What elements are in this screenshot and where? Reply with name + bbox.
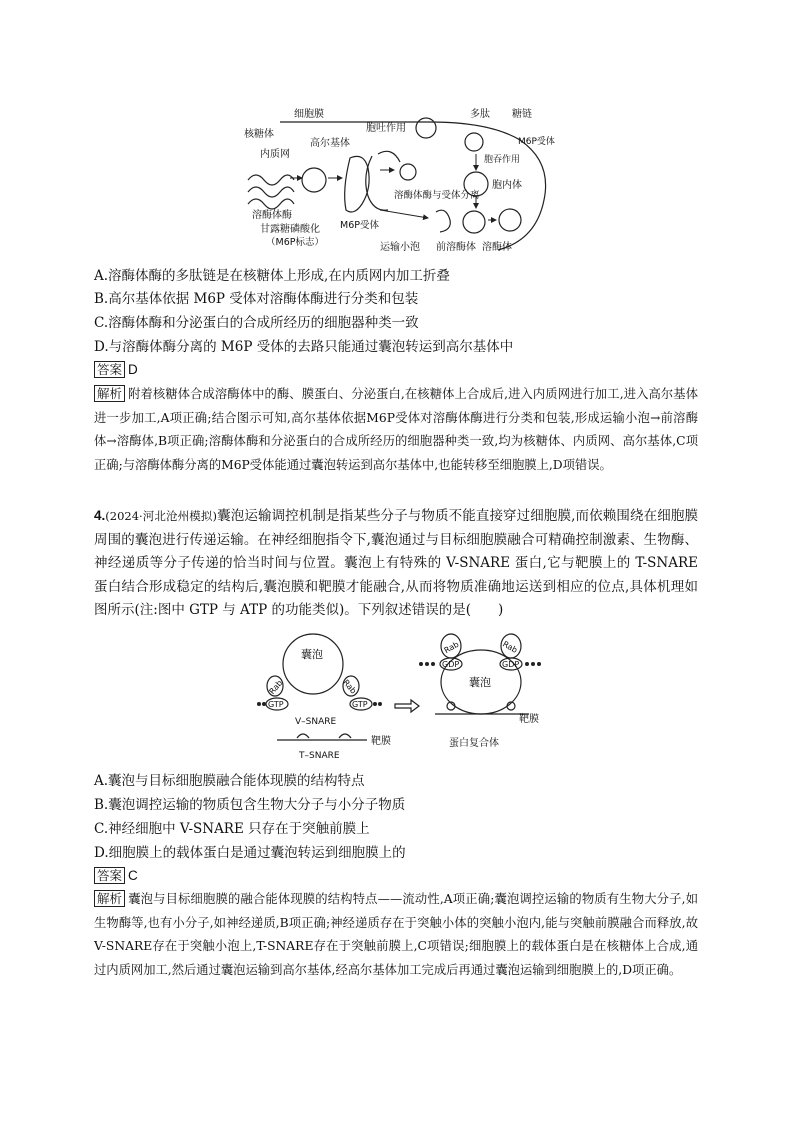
q4-explanation-tag: 解析: [94, 890, 125, 907]
gdp-label-2: GDP: [502, 660, 520, 669]
protein-complex-label: 蛋白复合体: [449, 738, 499, 749]
lysosome-pathway-figure: [230, 100, 560, 258]
q3-option-c: C.溶酶体酶和分泌蛋白的合成所经历的细胞器种类一致: [94, 315, 419, 331]
vesicle-fusion-figure: [255, 630, 555, 762]
q4-option-a: A.囊泡与目标细胞膜融合能体现膜的结构特点: [94, 773, 365, 789]
q3-option-d: D.与溶酶体酶分离的 M6P 受体的去路只能通过囊泡转运到高尔基体中: [94, 339, 514, 355]
er-label: 内质网: [260, 149, 290, 160]
vesicle-left-label: 囊泡: [301, 648, 323, 661]
q3-answer-row: [94, 360, 138, 380]
sugar-chain-label: 糖链: [512, 109, 532, 120]
m6p-marker-label: （M6P标志）: [266, 237, 324, 248]
golgi-label: 高尔基体: [310, 138, 350, 149]
q4-answer-value: C: [128, 868, 138, 883]
rab-label-1: Rab: [267, 678, 285, 696]
m6p-receptor-golgi-label: M6P受体: [340, 220, 379, 231]
enzyme-receptor-separation-label: 溶酶体酶与受体分离: [394, 190, 480, 201]
rab-label-2: Rab: [341, 677, 359, 696]
target-membrane-right-label: 靶膜: [519, 714, 539, 725]
q4-stem-text: 囊泡运输调控机制是指某些分子与物质不能直接穿过细胞膜,而依赖围绕在细胞膜周围的囊泡进行传递运输。在神经细胞指令下,囊泡通过与目标细胞膜融合可精确控制激素、生物酶、神经递质等分子传递的恰当时间与位置。囊泡上有特殊的 V-SNARE 蛋白,它与靶膜上的 T-SNARE 蛋白结合形成稳定的结构后,囊泡膜和靶膜才能融合,从而将物质准确地运送到相应的位点,具体机理如图所示(注:图中 GTP 与 ATP 的功能类似)。下列叙述错误的是( ): [94, 508, 698, 618]
q4-answer-row: [94, 866, 138, 886]
m6p-receptor-right-label: M6P受体: [518, 137, 555, 147]
q4-option-c: C.神经细胞中 V-SNARE 只存在于突触前膜上: [94, 821, 370, 837]
endosome-label: 胞内体: [492, 180, 522, 191]
ribosome-label: 核糖体: [244, 129, 274, 140]
q3-answer-value: D: [128, 362, 138, 377]
gtp-label-1: GTP: [268, 700, 284, 709]
q3-explanation-block: [94, 383, 698, 477]
exocytosis-label: 胞吐作用: [366, 123, 406, 134]
mannose-phosphorylation-label: 甘露糖磷酸化: [260, 224, 320, 235]
endocytosis-label: 胞吞作用: [484, 155, 521, 165]
q4-number: 4.: [94, 508, 106, 523]
cell-membrane-label: 细胞膜: [294, 109, 324, 120]
q4-option-b: B.囊泡调控运输的物质包含生物大分子与小分子物质: [94, 797, 406, 813]
rab-label-4: Rab: [501, 639, 519, 655]
gtp-label-2: GTP: [352, 700, 368, 709]
lysosome-label: 溶酶体: [482, 242, 512, 253]
q4-stem-block: [94, 504, 698, 623]
q3-answer-tag: 答案: [94, 361, 125, 378]
q4-option-d: D.细胞膜上的载体蛋白是通过囊泡转运到细胞膜上的: [94, 845, 406, 861]
gdp-label-1: GDP: [442, 660, 460, 669]
lysosomal-enzyme-label: 溶酶体酶: [252, 210, 292, 221]
q4-answer-tag: 答案: [94, 867, 125, 884]
vesicle-right-label: 囊泡: [469, 676, 491, 689]
q3-explanation-text: 附着核糖体合成溶酶体中的酶、膜蛋白、分泌蛋白,在核糖体上合成后,进入内质网进行加工,进入高尔基体进一步加工,A项正确;结合图示可知,高尔基体依据M6P受体对溶酶体酶进行分类和包装,形成运输小泡→前溶酶体→溶酶体,B项正确;溶酶体酶和分泌蛋白的合成所经历的细胞器种类一致,均为核糖体、内质网、高尔基体,C项正确;与溶酶体酶分离的M6P受体能通过囊泡转运到高尔基体中,也能转移至细胞膜上,D项错误。: [94, 387, 698, 472]
polypeptide-label: 多肽: [470, 109, 490, 120]
t-snare-label: T–SNARE: [299, 751, 340, 761]
target-membrane-left-label: 靶膜: [371, 736, 391, 747]
q4-explanation-block: [94, 888, 698, 982]
q4-source: (2024·河北沧州模拟): [105, 509, 217, 523]
pre-lysosome-label: 前溶酶体: [436, 242, 476, 253]
transport-vesicle-label: 运输小泡: [380, 242, 420, 253]
q3-option-a: A.溶酶体酶的多肽链是在核糖体上形成,在内质网内加工折叠: [94, 268, 450, 284]
rab-label-3: Rab: [442, 639, 461, 656]
q4-explanation-text: 囊泡与目标细胞膜的融合能体现膜的结构特点——流动性,A项正确;囊泡调控运输的物质有生物大分子,如生物酶等,也有小分子,如神经递质,B项正确;神经递质存在于突触小体的突触小泡内,能与突触前膜融合而释放,故V-SNARE存在于突触小泡上,T-SNARE存在于突触前膜上,C项错误;细胞膜上的载体蛋白是在核糖体上合成,通过内质网加工,然后通过囊泡运输到高尔基体,经高尔基体加工完成后再通过囊泡运输到细胞膜上的,D项正确。: [94, 892, 698, 977]
v-snare-label: V–SNARE: [295, 717, 337, 727]
q3-option-b: B.高尔基体依据 M6P 受体对溶酶体酶进行分类和包装: [94, 291, 419, 307]
q3-explanation-tag: 解析: [94, 385, 125, 402]
